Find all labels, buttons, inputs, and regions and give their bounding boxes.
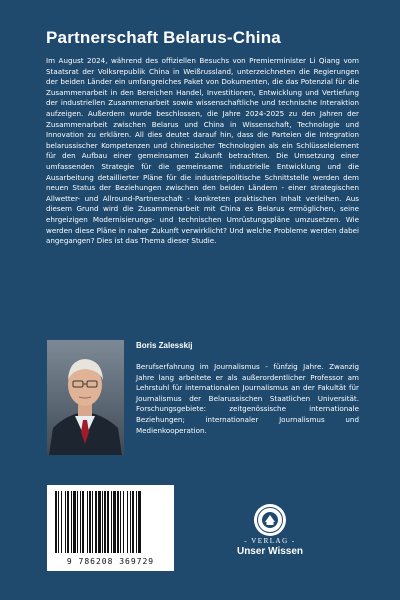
barcode-bar	[111, 491, 112, 553]
barcode-bar	[89, 491, 91, 553]
barcode-bar	[102, 491, 103, 553]
barcode-bar	[138, 491, 141, 553]
barcode-bar	[113, 491, 116, 553]
author-photo	[47, 340, 124, 455]
barcode-icon	[47, 485, 174, 557]
author-name: Boris Zalesskij	[136, 341, 193, 350]
author-portrait-icon	[47, 340, 124, 455]
barcode-bar	[87, 491, 88, 553]
barcode-bar	[98, 491, 101, 553]
barcode-bar	[82, 491, 84, 553]
barcode-bar	[130, 491, 131, 553]
barcode-bar	[127, 491, 128, 553]
barcode-bar	[55, 491, 57, 553]
book-description: Im August 2024, während des offiziellen Besuchs von Premierminister Li Qiang vom Staatsrat der Volksrepublik China in Weißrussland, unterzeichneten die Regierungen der beiden Länder ein umfangreiches Paket von Dokumenten, die das Potenzial für die Zusammenarbeit in den Bereichen Handel, Investitionen, Entwicklung und Vertiefung der industriellen Zusammenarbeit sowie wissenschaftliche und technische Interaktion aufzeigen. Außerdem wurde beschlossen, die Jahre 2024-2025 zu den Jahren der Zusammenarbeit zwischen Belarus und China in Wissenschaft, Technologie und Innovation zu erklären. All dies deutet darauf hin, dass die Parteien die Integration belarussischer Kompetenzen und chinesischer Technologien als ein Schlüsselelement für den Aufbau einer gemeinsamen Zukunft betrachten. Die Umsetzung einer umfassenden Strategie für die gemeinsame industrielle Entwicklung und die Ausarbeitung detaillierter Pläne für die industriepolitische Schnittstelle werden dem neuen Status der Beziehungen zwischen den beiden Ländern - einer strategischen Allwetter- und Allround-Partnerschaft - konkreten praktischen Inhalt verleihen. Aus diesem Grund wird die Zusammenarbeit mit China es Belarus ermöglichen, seine ehrgeizigen Modernisierungs- und technischen Umrüstungspläne umzusetzen. Wie werden diese Pläne in naher Zukunft verwirklicht? Und welche Probleme werden dabei angegangen? Dies ist das Thema dieser Studie.	[46, 56, 359, 246]
barcode-bar	[120, 491, 121, 553]
barcode-digits: 9 786208 369729	[66, 557, 155, 566]
barcode-bar	[117, 491, 119, 553]
barcode-bar	[92, 491, 93, 553]
barcode-bar	[58, 491, 59, 553]
publisher-verlag-label: - VERLAG -	[244, 537, 296, 545]
barcode-bar	[123, 491, 124, 553]
book-title: Partnerschaft Belarus-China	[46, 28, 281, 47]
barcode-bar	[71, 491, 72, 553]
barcode-bar	[80, 491, 81, 553]
publisher-logo	[230, 502, 310, 562]
barcode-bar	[67, 491, 69, 553]
author-bio: Berufserfahrung im Journalismus - fünfzig Jahre. Zwanzig Jahre lang arbeitete er als außerordentlicher Professor am Lehrstuhl für internationalen Journalismus an der Fakultät für Journalismus der Belarussischen Staatlichen Universität. Forschungsgebiete: zeitgenössische internationale Beziehungen; internationaler Journalismus und Medienkooperation.	[136, 362, 359, 435]
barcode-bar	[104, 491, 106, 553]
barcode-bar	[107, 491, 109, 553]
barcode-bar	[61, 491, 62, 553]
barcode-bar	[77, 491, 78, 553]
barcode-bar	[136, 491, 137, 553]
barcode-bar	[132, 491, 134, 553]
barcode-bar	[65, 491, 66, 553]
isbn-barcode	[47, 485, 174, 571]
barcode-bar	[95, 491, 97, 553]
publisher-seal-icon	[230, 502, 310, 538]
publisher-name: Unser Wissen	[236, 546, 304, 557]
barcode-bar	[73, 491, 76, 553]
